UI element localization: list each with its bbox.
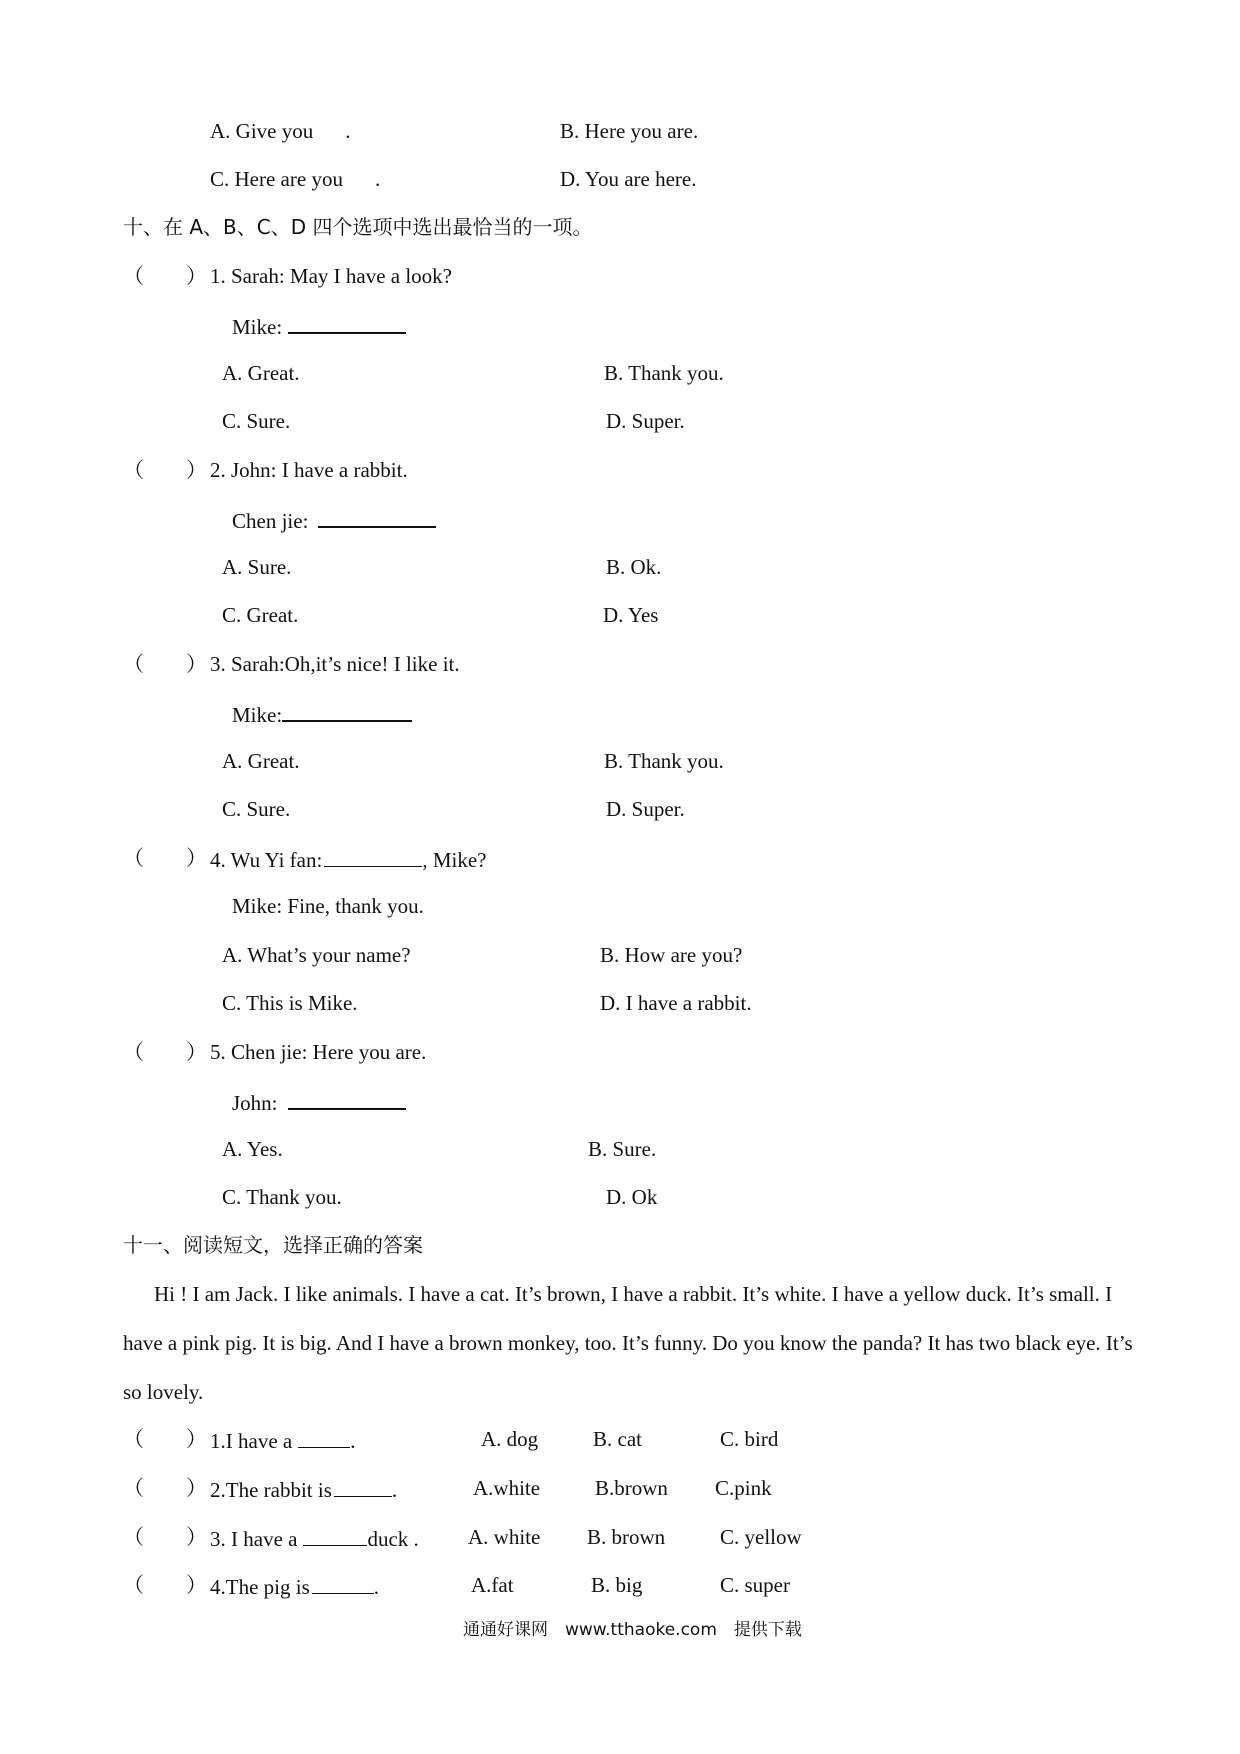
q3-reply-label: Mike: <box>232 703 283 727</box>
q1-option-d: D. Super. <box>606 409 685 433</box>
q2-option-a: A. Sure. <box>222 555 292 579</box>
q3-option-a: A. Great. <box>222 749 300 773</box>
r2-prompt <box>210 1478 397 1501</box>
option-c-end: . <box>374 167 381 191</box>
q4-paren: （ ） <box>123 846 207 870</box>
r3-option-c: C. yellow <box>720 1525 802 1549</box>
r1-prompt <box>210 1429 355 1452</box>
r4-prompt <box>210 1575 379 1598</box>
r1-prompt-post: . <box>350 1429 356 1453</box>
q2-option-b: B. Ok. <box>606 555 662 579</box>
option-a-end: . <box>345 119 351 143</box>
q4-prompt-post: , Mike? <box>422 848 487 872</box>
option-a <box>210 121 351 142</box>
q5-option-a: A. Yes. <box>222 1137 283 1161</box>
q1-option-b: B. Thank you. <box>604 361 724 385</box>
r3-option-b: B. brown <box>587 1525 666 1549</box>
q3-prompt: 3. Sarah:Oh,it’s nice! I like it. <box>210 652 460 676</box>
r4-answer-blank[interactable] <box>312 1575 374 1594</box>
r3-prompt-post: duck . <box>367 1527 419 1551</box>
q4-option-d: D. I have a rabbit. <box>600 991 752 1015</box>
q3-option-c: C. Sure. <box>222 797 291 821</box>
section-11-title: 十一、阅读短文，选择正确的答案 <box>123 1233 423 1257</box>
page-footer: 通通好课网 www.tthaoke.com 提供下载 <box>463 1620 802 1640</box>
q4-reply: Mike: Fine, thank you. <box>232 894 424 918</box>
r1-option-a: A. dog <box>481 1427 539 1451</box>
r3-prompt <box>210 1527 419 1550</box>
r4-option-b: B. big <box>591 1573 643 1597</box>
q4-prompt <box>210 848 486 871</box>
q2-answer-blank[interactable] <box>318 508 436 528</box>
q1-prompt: 1. Sarah: May I have a look? <box>210 264 453 288</box>
r2-paren: （ ） <box>123 1476 207 1500</box>
q2-option-d: D. Yes <box>603 603 659 627</box>
r4-option-c: C. super <box>720 1573 790 1597</box>
option-b: B. Here you are. <box>560 119 699 143</box>
q5-option-b: B. Sure. <box>588 1137 657 1161</box>
r1-prompt-pre: 1.I have a <box>210 1429 293 1453</box>
q5-prompt: 5. Chen jie: Here you are. <box>210 1040 427 1064</box>
q4-option-b: B. How are you? <box>600 943 743 967</box>
q2-paren: （ ） <box>123 458 207 482</box>
r2-answer-blank[interactable] <box>334 1478 392 1497</box>
q5-option-d: D. Ok <box>606 1185 658 1209</box>
r1-option-c: C. bird <box>720 1427 779 1451</box>
q1-answer-blank[interactable] <box>288 314 406 334</box>
q5-paren: （ ） <box>123 1040 207 1064</box>
r2-option-b: B.brown <box>595 1476 668 1500</box>
option-d: D. You are here. <box>560 167 697 191</box>
q3-answer-blank[interactable] <box>282 702 412 722</box>
q3-option-b: B. Thank you. <box>604 749 724 773</box>
r4-prompt-post: . <box>373 1575 379 1599</box>
q2-option-c: C. Great. <box>222 603 299 627</box>
section-10-title: 十、在 A、B、C、D 四个选项中选出最恰当的一项。 <box>123 215 593 239</box>
q3-option-d: D. Super. <box>606 797 685 821</box>
r2-prompt-post: . <box>391 1478 398 1502</box>
r4-option-a: A.fat <box>471 1573 514 1597</box>
r1-answer-blank[interactable] <box>298 1429 350 1448</box>
q3-reply <box>232 702 412 726</box>
r2-option-a: A.white <box>473 1476 541 1500</box>
q1-option-a: A. Great. <box>222 361 300 385</box>
r1-option-b: B. cat <box>593 1427 642 1451</box>
q3-paren: （ ） <box>123 652 207 676</box>
option-a-text: A. Give you <box>210 119 314 143</box>
r3-answer-blank[interactable] <box>303 1527 367 1546</box>
q1-reply-label: Mike: <box>232 315 283 339</box>
reading-passage: Hi ! I am Jack. I like animals. I have a cat. It’s brown, I have a rabbit. It’s white. I have a yellow duck. It’s small. I have a pink pig. It is big. And I have a brown monkey, too. It’s funny. Do you know the panda? It has two black eye. It’s so lovely. <box>123 1282 1133 1404</box>
q2-reply <box>232 508 436 532</box>
r4-prompt-pre: 4.The pig is <box>210 1575 310 1599</box>
r3-prompt-pre: 3. I have a <box>210 1527 298 1551</box>
q2-reply-label: Chen jie: <box>232 509 309 533</box>
q5-reply-label: John: <box>232 1091 278 1115</box>
q4-option-a: A. What’s your name? <box>222 943 411 967</box>
q1-reply <box>232 314 406 338</box>
r2-prompt-pre: 2.The rabbit is <box>210 1478 332 1502</box>
option-c-text: C. Here are you <box>210 167 343 191</box>
q4-answer-blank[interactable] <box>324 848 422 867</box>
q5-answer-blank[interactable] <box>288 1090 406 1110</box>
q2-prompt: 2. John: I have a rabbit. <box>210 458 408 482</box>
r3-paren: （ ） <box>123 1525 207 1549</box>
r1-paren: （ ） <box>123 1427 207 1451</box>
q1-paren: （ ） <box>123 264 207 288</box>
q5-reply <box>232 1090 406 1114</box>
option-c <box>210 169 380 190</box>
q4-option-c: C. This is Mike. <box>222 991 358 1015</box>
q5-option-c: C. Thank you. <box>222 1185 342 1209</box>
r2-option-c: C.pink <box>715 1476 772 1500</box>
q1-option-c: C. Sure. <box>222 409 291 433</box>
q4-prompt-pre: 4. Wu Yi fan: <box>210 848 323 872</box>
r4-paren: （ ） <box>123 1573 207 1597</box>
r3-option-a: A. white <box>468 1525 541 1549</box>
